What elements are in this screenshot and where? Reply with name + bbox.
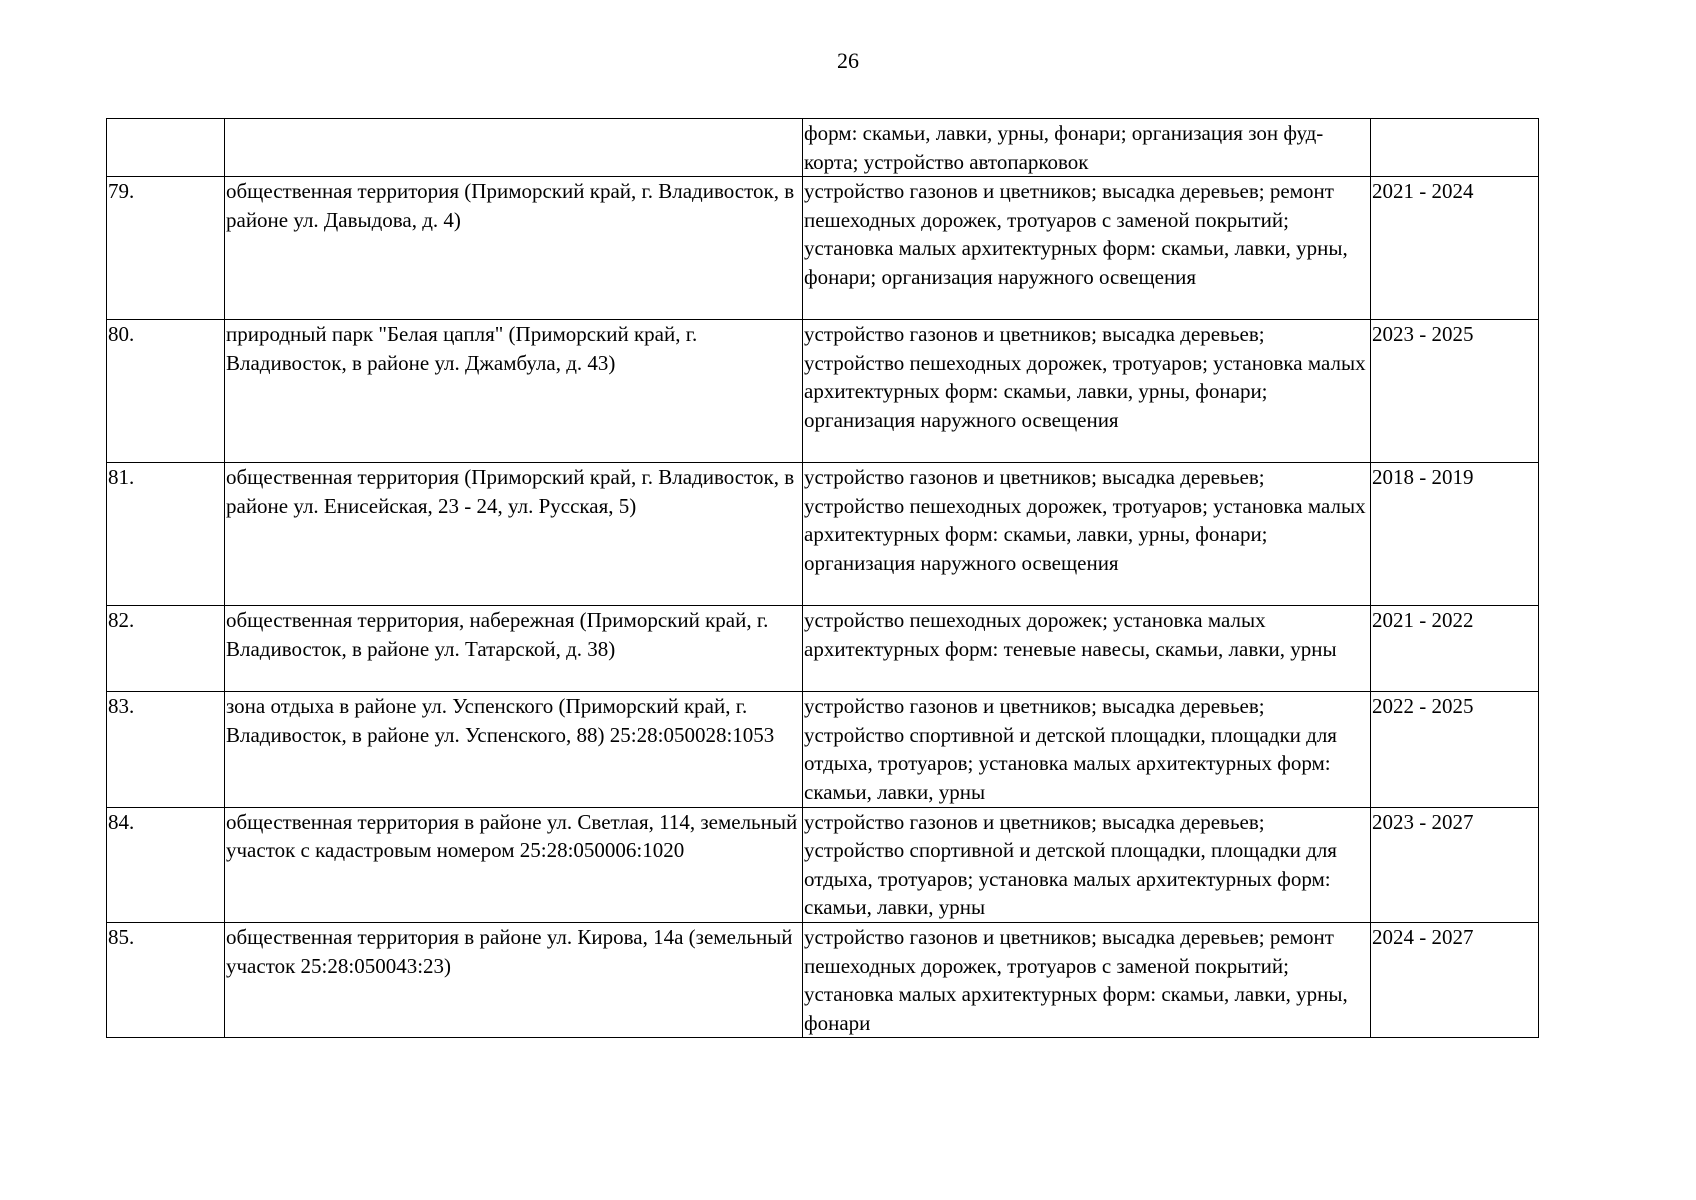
period-cell	[1371, 119, 1539, 177]
works-description: устройство газонов и цветников; высадка деревьев; устройство пешеходных дорожек, тротуаров; установка малых архитектурных форм: скамьи, лавки, урны, фонари; организация наружного освещения	[804, 465, 1366, 575]
table-row	[107, 177, 1539, 320]
period-cell	[1371, 177, 1539, 320]
row-number-cell	[107, 922, 225, 1037]
table-row	[107, 692, 1539, 807]
territory-name-cell	[225, 320, 803, 463]
works-cell	[803, 807, 1371, 922]
works-cell	[803, 119, 1371, 177]
territory-table	[106, 118, 1539, 1038]
works-cell	[803, 922, 1371, 1037]
works-description: форм: скамьи, лавки, урны, фонари; организация зон фуд-корта; устройство автопарковок	[804, 121, 1324, 174]
period-cell	[1371, 807, 1539, 922]
table-row	[107, 807, 1539, 922]
table-row	[107, 119, 1539, 177]
territory-name-cell	[225, 606, 803, 692]
works-cell	[803, 606, 1371, 692]
row-number: 83.	[108, 694, 135, 719]
territory-name: общественная территория в районе ул. Светлая, 114, земельный участок с кадастровым номером 25:28:050006:1020	[226, 809, 798, 863]
period-cell	[1371, 606, 1539, 692]
row-number: 82.	[108, 608, 135, 633]
territory-name: общественная территория (Приморский край, г. Владивосток, в районе ул. Давыдова, д. 4)	[226, 179, 795, 232]
works-description: устройство пешеходных дорожек; установка малых архитектурных форм: теневые навесы, скамьи, лавки, урны	[804, 608, 1337, 661]
row-number: 85.	[108, 924, 135, 949]
works-description: устройство газонов и цветников; высадка деревьев; ремонт пешеходных дорожек, тротуаров с заменой покрытий; установка малых архитектурных форм: скамьи, лавки, урны, фонари; организация наружного освещения	[804, 179, 1348, 289]
row-number-cell	[107, 807, 225, 922]
row-number: 79.	[108, 179, 135, 204]
row-number: 81.	[108, 465, 135, 490]
implementation-period: 2022 - 2025	[1372, 694, 1474, 719]
implementation-period: 2018 - 2019	[1372, 465, 1474, 490]
territory-name-cell	[225, 922, 803, 1037]
territory-name: природный парк "Белая цапля" (Приморский край, г. Владивосток, в районе ул. Джамбула, д. 43)	[226, 322, 698, 375]
period-cell	[1371, 463, 1539, 606]
row-number-cell	[107, 119, 225, 177]
table-row	[107, 463, 1539, 606]
works-description: устройство газонов и цветников; высадка деревьев; устройство спортивной и детской площадки, площадки для отдыха, тротуаров; установка малых архитектурных форм: скамьи, лавки, урны	[804, 809, 1337, 920]
territory-name: общественная территория в районе ул. Кирова, 14а (земельный участок 25:28:050043:23)	[226, 924, 793, 978]
row-number: 84.	[108, 809, 135, 834]
row-number-cell	[107, 606, 225, 692]
row-number-cell	[107, 463, 225, 606]
row-number-cell	[107, 177, 225, 320]
row-number-cell	[107, 692, 225, 807]
territory-name-cell	[225, 119, 803, 177]
works-description: устройство газонов и цветников; высадка деревьев; устройство спортивной и детской площадки, площадки для отдыха, тротуаров; установка малых архитектурных форм: скамьи, лавки, урны	[804, 694, 1337, 804]
territory-name: зона отдыха в районе ул. Успенского (Приморский край, г. Владивосток, в районе ул. Успенского, 88) 25:28:050028:1053	[226, 694, 775, 747]
page-number: 26	[837, 48, 859, 73]
works-description: устройство газонов и цветников; высадка деревьев; ремонт пешеходных дорожек, тротуаров с заменой покрытий; установка малых архитектурных форм: скамьи, лавки, урны, фонари	[804, 924, 1348, 1035]
works-cell	[803, 177, 1371, 320]
territory-table-body	[107, 119, 1539, 1038]
territory-name-cell	[225, 692, 803, 807]
table-row	[107, 922, 1539, 1037]
implementation-period: 2021 - 2024	[1372, 179, 1474, 204]
period-cell	[1371, 320, 1539, 463]
works-cell	[803, 320, 1371, 463]
implementation-period: 2023 - 2025	[1372, 322, 1474, 347]
territory-name-cell	[225, 177, 803, 320]
territory-name-cell	[225, 807, 803, 922]
row-number-cell	[107, 320, 225, 463]
territory-name: общественная территория (Приморский край, г. Владивосток, в районе ул. Енисейская, 23 - 24, ул. Русская, 5)	[226, 465, 795, 518]
implementation-period: 2023 - 2027	[1372, 809, 1474, 834]
table-row	[107, 606, 1539, 692]
table-row	[107, 320, 1539, 463]
period-cell	[1371, 922, 1539, 1037]
implementation-period: 2024 - 2027	[1372, 924, 1474, 949]
works-cell	[803, 692, 1371, 807]
territory-name-cell	[225, 463, 803, 606]
works-cell	[803, 463, 1371, 606]
row-number: 80.	[108, 322, 135, 347]
territory-name: общественная территория, набережная (Приморский край, г. Владивосток, в районе ул. Татарской, д. 38)	[226, 608, 769, 661]
works-description: устройство газонов и цветников; высадка деревьев; устройство пешеходных дорожек, тротуаров; установка малых архитектурных форм: скамьи, лавки, урны, фонари; организация наружного освещения	[804, 322, 1366, 432]
implementation-period: 2021 - 2022	[1372, 608, 1474, 633]
period-cell	[1371, 692, 1539, 807]
